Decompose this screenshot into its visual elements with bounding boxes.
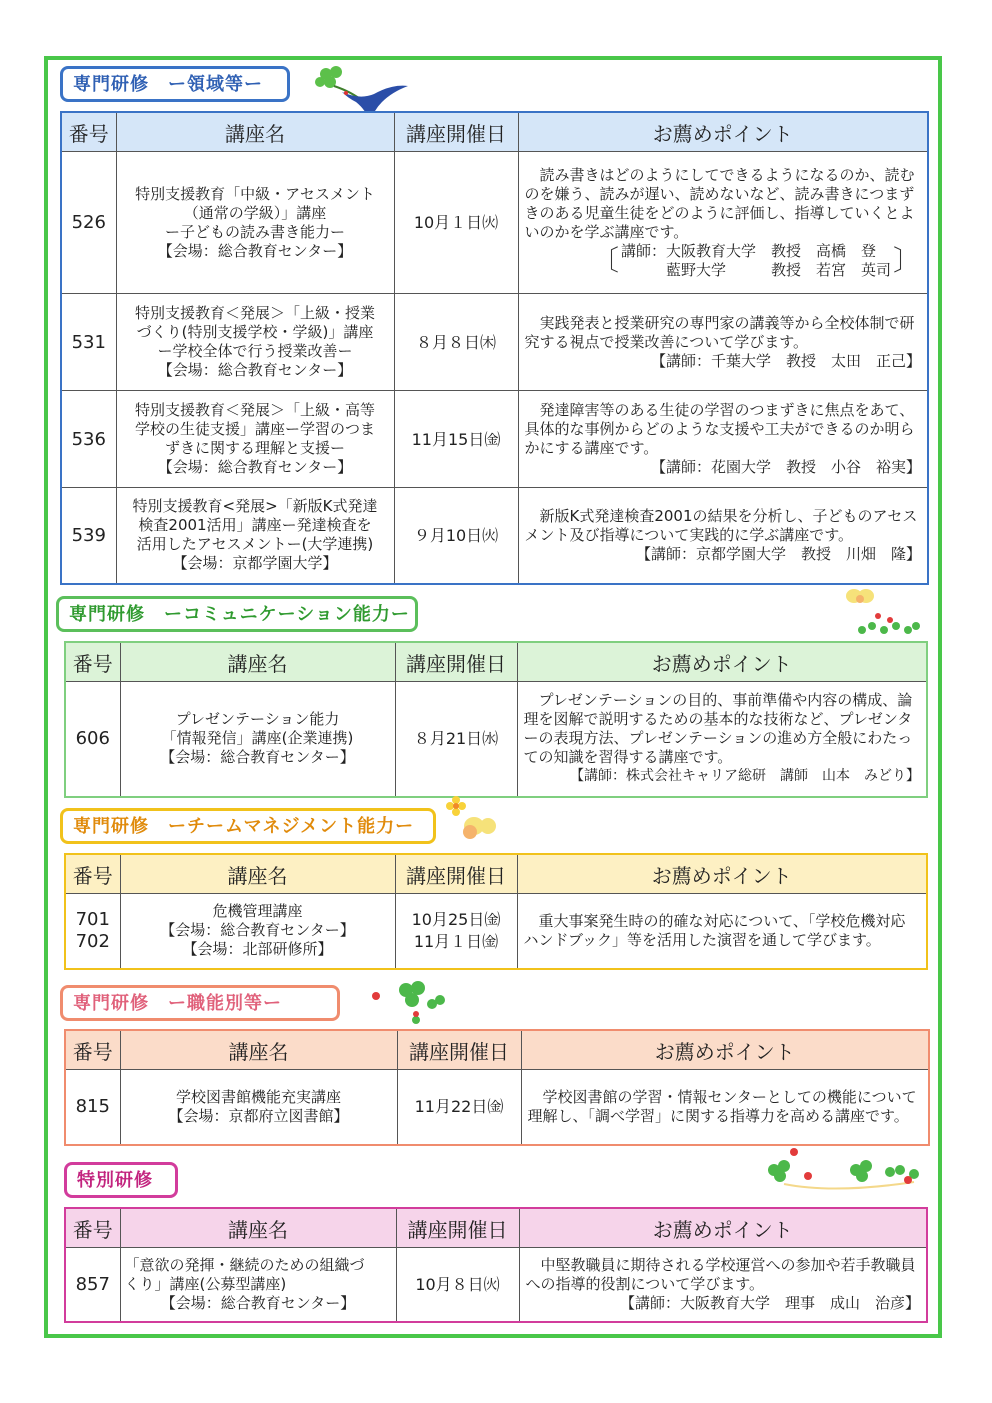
header-num: 番号	[65, 642, 120, 682]
header-num: 番号	[65, 854, 120, 894]
lecturer-info: 【講師：千葉大学 教授 太田 正己】	[650, 351, 921, 370]
course-point: 中堅教職員に期待される学校運営への参加や若手教職員への指導的役割について学びます。 【講師：大阪教育大学 理事 成山 治彦】	[519, 1248, 927, 1322]
header-course: 講座名	[120, 1030, 397, 1070]
course-name: 特別支援教育「中級・アセスメント （通常の学級）」講座 ー子どもの読み書き能力ー 【会場：総合教育センター】	[116, 152, 394, 294]
course-number: 539	[61, 488, 116, 584]
header-point: お薦めポイント	[521, 1030, 929, 1070]
header-point: お薦めポイント	[518, 112, 928, 152]
header-num: 番号	[65, 1030, 120, 1070]
course-point: 学校図書館の学習・情報センターとしての機能について理解し、「調べ学習」に関する指導力を高める講座です。	[521, 1070, 929, 1145]
butterfly-clover-illustration	[842, 586, 922, 640]
lecturer-info: 〔 講師：大阪教育大学 教授 高橋 登 藍野大学 教授 若宮 英司 〕	[590, 241, 921, 279]
flower-fairy-illustration	[440, 794, 496, 846]
table-communication	[64, 641, 928, 798]
course-number: 815	[65, 1070, 120, 1145]
course-date: 10月８日㈫	[396, 1248, 519, 1322]
section-title-domain: 専門研修 ー領域等ー	[60, 66, 290, 102]
course-number: 606	[65, 682, 120, 797]
course-point: 発達障害等のある生徒の学習のつまずきに焦点をあて、具体的な事例からどのような支援や工夫ができるのか明らかにする講座です。 【講師：花園大学 教授 小谷 裕実】	[518, 391, 928, 488]
header-num: 番号	[61, 112, 116, 152]
course-point: 重大事案発生時の的確な対応について、「学校危機対応ハンドブック」等を活用した演習を通して学びます。	[517, 894, 927, 969]
header-point: お薦めポイント	[517, 854, 927, 894]
table-row	[61, 294, 928, 391]
table-row	[65, 894, 927, 969]
course-name: 「意欲の発揮・継続のための組織づ くり」講座(公募型講座) 【会場：総合教育センター】	[120, 1248, 396, 1322]
course-name: 学校図書館機能充実講座 【会場：京都府立図書館】	[120, 1070, 397, 1145]
header-date: 講座開催日	[396, 1208, 519, 1248]
clover-row-illustration	[764, 1144, 924, 1196]
table-special	[64, 1207, 928, 1323]
course-date: 11月22日㈮	[397, 1070, 521, 1145]
course-point: 新版K式発達検査2001の結果を分析し、子どものアセスメント及び指導について実践的に学ぶ講座です。 【講師：京都学園大学 教授 川畑 隆】	[518, 488, 928, 584]
course-number: 857	[65, 1248, 120, 1322]
header-num: 番号	[65, 1208, 120, 1248]
header-point: お薦めポイント	[519, 1208, 927, 1248]
header-course: 講座名	[120, 642, 395, 682]
course-name: プレゼンテーション能力 「情報発信」講座(企業連携) 【会場：総合教育センター】	[120, 682, 395, 797]
clover-ladybug-illustration	[366, 976, 450, 1028]
course-date: 10月25日㈮ 11月１日㈮	[395, 894, 517, 969]
table-domain	[60, 111, 929, 585]
course-point: 読み書きはどのようにしてできるようになるのか、読むのを嫌う、読みが遅い、読めないなど、読み書きにつまずきのある児童生徒をどのように評価し、指導していくとよいのかを学ぶ講座です。 〔 講師：大阪教育大学 教授 高橋 登 藍野大学 教授 若宮 英司 〕	[518, 152, 928, 294]
section-title-job-function: 専門研修 ー職能別等ー	[60, 985, 340, 1021]
header-date: 講座開催日	[397, 1030, 521, 1070]
course-date: ８月８日㈭	[394, 294, 518, 391]
section-title-special: 特別研修	[64, 1162, 178, 1198]
header-course: 講座名	[120, 854, 395, 894]
table-row	[61, 488, 928, 584]
header-date: 講座開催日	[395, 854, 517, 894]
course-number: 526	[61, 152, 116, 294]
section-title-communication: 専門研修 ーコミュニケーション能力ー	[56, 596, 418, 632]
course-name: 危機管理講座 【会場：総合教育センター】 【会場：北部研修所】	[120, 894, 395, 969]
lecturer-info: 【講師：京都学園大学 教授 川畑 隆】	[635, 544, 921, 563]
course-number: 701 702	[65, 894, 120, 969]
section-title-team-management: 専門研修 ーチームマネジメント能力ー	[60, 808, 436, 844]
course-number: 531	[61, 294, 116, 391]
course-point: 実践発表と授業研究の専門家の講義等から全校体制で研究する視点で授業改善について学びます。 【講師：千葉大学 教授 太田 正己】	[518, 294, 928, 391]
course-date: 11月15日㈮	[394, 391, 518, 488]
course-number: 536	[61, 391, 116, 488]
course-name: 特別支援教育＜発展＞「上級・高等 学校の生徒支援」講座ー学習のつま ずきに関する理解と支援ー 【会場：総合教育センター】	[116, 391, 394, 488]
header-course: 講座名	[116, 112, 394, 152]
table-row	[65, 682, 927, 797]
course-date: ８月21日㈬	[395, 682, 517, 797]
table-job-function	[64, 1029, 930, 1146]
table-row	[61, 391, 928, 488]
header-course: 講座名	[120, 1208, 396, 1248]
table-row	[65, 1070, 929, 1145]
table-row	[61, 152, 928, 294]
table-row	[65, 1248, 927, 1322]
lecturer-info: 【講師：株式会社キャリア総研 講師 山本 みどり】	[570, 768, 920, 785]
table-team-management	[64, 853, 928, 970]
lecturer-info: 【講師：大阪教育大学 理事 成山 治彦】	[619, 1293, 920, 1312]
course-name: 特別支援教育<発展>「新版K式発達 検査2001活用」講座ー発達検査を 活用したアセスメントー(大学連携) 【会場：京都学園大学】	[116, 488, 394, 584]
header-date: 講座開催日	[395, 642, 517, 682]
lecturer-info: 【講師：花園大学 教授 小谷 裕実】	[650, 458, 921, 476]
header-point: お薦めポイント	[517, 642, 927, 682]
header-date: 講座開催日	[394, 112, 518, 152]
course-date: 10月１日㈫	[394, 152, 518, 294]
course-date: ９月10日㈫	[394, 488, 518, 584]
course-name: 特別支援教育＜発展＞「上級・授業 づくり(特別支援学校・学級)」講座 ー学校全体で行う授業改善ー 【会場：総合教育センター】	[116, 294, 394, 391]
course-point: プレゼンテーションの目的、事前準備や内容の構成、論理を図解で説明するための基本的な技術など、プレゼンターの表現方法、プレゼンテーションの進め方全般にわたっての知識を習得する講座です。 【講師：株式会社キャリア総研 講師 山本 みどり】	[517, 682, 927, 797]
